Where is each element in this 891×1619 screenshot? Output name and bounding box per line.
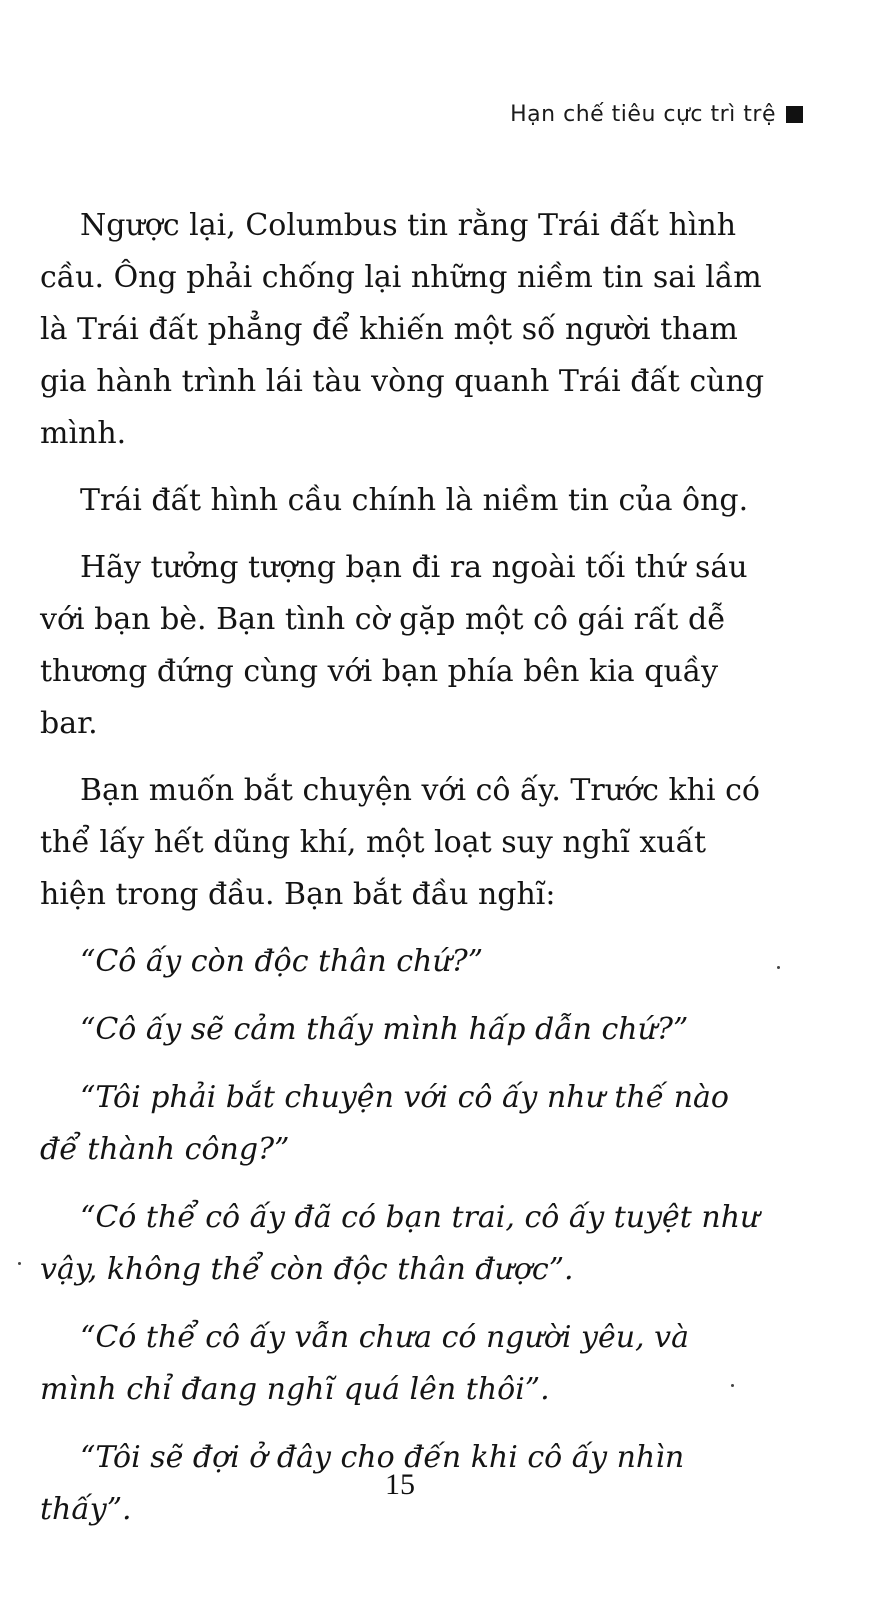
running-header: [510, 102, 803, 127]
quote-paragraph: “Có thể cô ấy vẫn chưa có người yêu, và mình chỉ đang nghĩ quá lên thôi”.: [40, 1320, 689, 1407]
paragraph: Bạn muốn bắt chuyện với cô ấy. Trước khi có thể lấy hết dũng khí, một loạt suy nghĩ xuất hiện trong đầu. Bạn bắt đầu nghĩ:: [40, 773, 760, 912]
scan-speck: [731, 1384, 734, 1387]
quote-paragraph: “Tôi sẽ đợi ở đây cho đến khi cô ấy nhìn thấy”.: [40, 1440, 685, 1527]
square-bullet-icon: [786, 106, 803, 123]
quote-paragraph: “Có thể cô ấy đã có bạn trai, cô ấy tuyệt như vậy, không thể còn độc thân được”.: [40, 1200, 760, 1287]
paragraph: Hãy tưởng tượng bạn đi ra ngoài tối thứ sáu với bạn bè. Bạn tình cờ gặp một cô gái rất dễ thương đứng cùng với bạn phía bên kia quầy bar.: [40, 550, 748, 741]
paragraph: Trái đất hình cầu chính là niềm tin của ông.: [80, 483, 749, 518]
page-number: 15: [385, 1468, 415, 1501]
quote-paragraph: “Cô ấy còn độc thân chứ?”: [80, 944, 484, 979]
quote-paragraph: “Cô ấy sẽ cảm thấy mình hấp dẫn chứ?”: [80, 1012, 689, 1047]
paragraph: Ngược lại, Columbus tin rằng Trái đất hình cầu. Ông phải chống lại những niềm tin sai lầm là Trái đất phẳng để khiến một số người tham gia hành trình lái tàu vòng quanh Trái đất cùng mình.: [40, 208, 765, 451]
running-title: Hạn chế tiêu cực trì trệ: [510, 102, 776, 127]
scan-speck: [777, 966, 780, 969]
quote-paragraph: “Tôi phải bắt chuyện với cô ấy như thế nào để thành công?”: [40, 1080, 729, 1167]
scan-speck: [18, 1262, 21, 1265]
page-body: [40, 200, 775, 1552]
